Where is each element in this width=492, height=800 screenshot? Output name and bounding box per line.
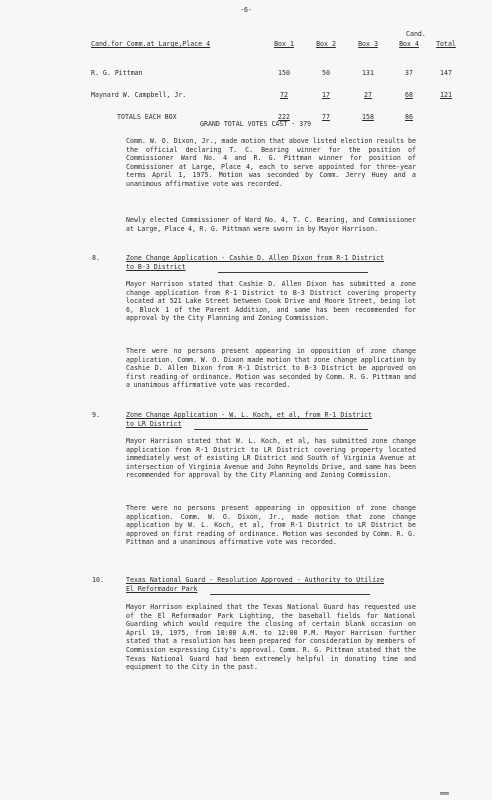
item-heading-10	[126, 576, 416, 593]
paragraph-election-results: Comm. W. O. Dixon, Jr., made motion that above listed election results be the official declaring T. C. Bearing winner for the position of Commissioner Ward No. 4 and R. G. Pittman winner for position of Commissioner at Large, Place 4, each to serve appointed for three-year terms April 1, 1975. Motion was seconded by Comm. Jerry Huey and a unanimous affirmative vote was recorded.	[126, 137, 416, 188]
vote-table	[91, 38, 463, 122]
item-heading-line: Zone Change Application - W. L. Koch, et al, from R-1 District	[126, 411, 373, 419]
paragraph-zone-dixon: Mayor Harrison stated that Cashie D. Allen Dixon has submitted a zone change application from R-1 District to B-3 District covering property located at 521 Lake Street between Cook Drive and Moore Street, being lot 6, Block 1 of the Parent Addition, and same has been recommended for approval by the City Planning and Zoning Commission.	[126, 280, 416, 323]
table-row	[91, 67, 463, 78]
vote-cell: 72	[280, 91, 288, 100]
paragraph-national-guard: Mayor Harrison explained that the Texas National Guard has requested use of the El Reformador Park Lighting, the baseball fields for National Guarding which would require the closing of certain blank occasion on April 19, 1975, from 10:00 A.M. to 12:00 P.M. Mayor Harrison further stated that a resolution has been prepared for consideration by members of Commission expressing City's approval. Comm. R. G. Pittman stated that the Texas National Guard had been extremely helpful in donating time and equipment to the City in the past.	[126, 603, 416, 672]
item-heading-line: to LR District	[126, 419, 182, 428]
item-number-9: 9.	[92, 411, 100, 419]
vote-cell: 147	[440, 69, 452, 78]
header-candidate: Cand.for Comm.at Large,Place 4	[91, 40, 211, 49]
vote-cell: 27	[364, 91, 372, 100]
vote-cell: 121	[440, 91, 452, 100]
header-total: Total	[436, 40, 456, 49]
total-cell: 77	[322, 113, 330, 122]
vote-cell: 37	[405, 69, 413, 78]
item-heading-9	[126, 411, 416, 428]
header-box-4: Box 4	[399, 40, 419, 49]
totals-label: TOTALS EACH BOX	[117, 113, 177, 122]
grand-total: GRAND TOTAL VOTES CAST - 379	[200, 120, 312, 128]
table-row	[91, 89, 463, 100]
paragraph-zone-koch-motion: There were no persons present appearing in opposition of zone change application. Comm. W. O. Dixon, Jr., made motion that zone change application by W. L. Koch, et al, from R-1 District to LR District be approved on first reading of ordinance. Motion was seconded by Comm. R. G. Pittman and a unanimous affirmative vote was recorded.	[126, 504, 416, 547]
item-heading-line: Texas National Guard - Resolution Approved - Authority to Utilize	[126, 576, 385, 584]
paragraph-swearing-in: Newly elected Commissioner of Ward No. 4, T. C. Bearing, and Commissioner at Large, Place 4, R. G. Pittman were sworn in by Mayor Harrison.	[126, 216, 416, 233]
cand-top-label: Cand.	[406, 30, 426, 38]
heading-rule	[194, 429, 368, 430]
item-heading-line: El Reformador Park	[126, 584, 198, 593]
heading-rule	[210, 594, 370, 595]
header-box-1: Box 1	[274, 40, 294, 49]
item-heading-line: Zone Change Application - Cashie D. Allen Dixon from R-1 District	[126, 254, 385, 262]
total-cell	[429, 111, 463, 122]
candidate-name: R. G. Pittman	[91, 69, 143, 78]
item-heading-8	[126, 254, 416, 271]
footer-mark: mmm	[440, 791, 450, 797]
paragraph-zone-koch: Mayor Harrison stated that W. L. Koch, et al, has submitted zone change application from R-1 District to LR District covering property located immediately west of existing LR District and South of Virginia Avenue at intersection of Virginia Avenue and John Reynolds Drive, and same has been recommended for approval by the City Planning and Zoning Commission.	[126, 437, 416, 480]
total-cell: 86	[405, 113, 413, 122]
item-heading-line: to B-3 District	[126, 262, 186, 271]
heading-rule	[218, 272, 368, 273]
vote-cell: 17	[322, 91, 330, 100]
header-box-3: Box 3	[358, 40, 378, 49]
total-cell: 158	[362, 113, 374, 122]
paragraph-zone-dixon-motion: There were no persons present appearing in opposition of zone change application. Comm. W. O. Dixon made motion that zone change application by Cashie D. Allen Dixon from R-1 District to B-3 District be approved on first reading of ordinance. Motion was seconded by Comm. R. G. Pittman and a unanimous affirmative vote was recorded.	[126, 347, 416, 390]
vote-cell: 50	[322, 69, 330, 78]
vote-table-header	[91, 38, 463, 49]
vote-cell: 68	[405, 91, 413, 100]
total-cell: 222	[278, 113, 290, 122]
vote-cell: 131	[362, 69, 374, 78]
page-number: -6-	[240, 6, 252, 14]
candidate-name: Maynard W. Campbell, Jr.	[91, 91, 187, 100]
vote-cell: 150	[278, 69, 290, 78]
item-number-10: 10.	[92, 576, 104, 584]
item-number-8: 8.	[92, 254, 100, 262]
header-box-2: Box 2	[316, 40, 336, 49]
